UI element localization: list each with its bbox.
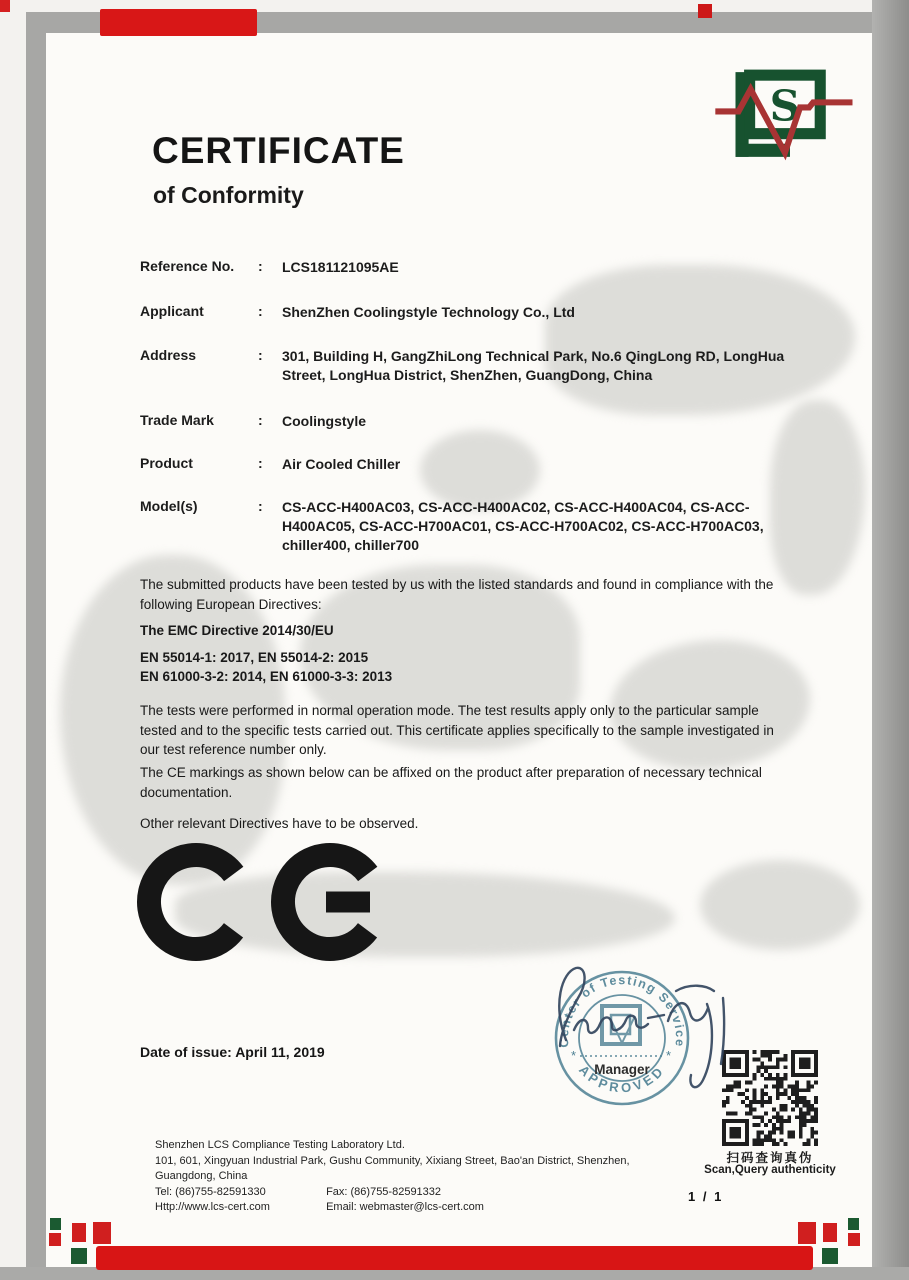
corner-square-green [71, 1248, 87, 1264]
corner-square-green [822, 1248, 838, 1264]
qr-caption-english: Scan,Query authenticity [704, 1164, 836, 1176]
corner-square-green [50, 1218, 61, 1230]
footer-address-line2: Guangdong, China [155, 1170, 248, 1182]
stamp-star-left: * [571, 1048, 577, 1063]
stamp-star-right: * [666, 1048, 672, 1063]
ce-mark-c [134, 840, 262, 964]
field-value-address: 301, Building H, GangZhiLong Technical Park, No.6 QingLong RD, LongHua Street, LongHua District, ShenZhen, GuangDong, China [282, 348, 785, 383]
field-row-reference-no [140, 258, 808, 277]
corner-square-red [823, 1223, 837, 1242]
date-of-issue-label: Date of issue: [140, 1044, 232, 1060]
frame-corner-red-notch [0, 0, 10, 12]
paragraph-tests: The tests were performed in normal operation mode. The test results apply only to the particular sample tested and to the specific tests carried out. This certificate applies specifically to the sample investigated in our test reference number only. [140, 703, 774, 757]
page-number: 1 / 1 [688, 1189, 724, 1204]
stamp-arc-top-text: Center of Testing Service [556, 973, 688, 1049]
frame-left-bar [26, 12, 46, 1268]
field-label: Reference No. [140, 258, 235, 274]
footer [155, 1138, 630, 1216]
field-value-models: CS-ACC-H400AC03, CS-ACC-H400AC02, CS-ACC-H400AC04, CS-ACC-H400AC05, CS-ACC-H700AC01, CS-ACC-H700AC02, CS-ACC-H700AC03, chiller400, chiller700 [282, 499, 764, 553]
corner-square-red [72, 1223, 86, 1242]
corner-square-red [798, 1222, 816, 1244]
field-label: Applicant [140, 303, 204, 319]
lcs-logo [713, 58, 875, 174]
corner-square-red [848, 1233, 860, 1246]
paragraph-other-directives: Other relevant Directives have to be observed. [140, 816, 419, 831]
field-row-applicant [140, 303, 808, 322]
stamp-arc-bottom-text: APPROVED [576, 1062, 668, 1096]
field-value-applicant: ShenZhen Coolingstyle Technology Co., Ltd [282, 304, 575, 320]
qr-caption-chinese: 扫码查询真伪 [726, 1151, 814, 1165]
date-of-issue [140, 1044, 325, 1060]
field-colon: : [258, 412, 263, 428]
lcs-logo-s-letter: S [769, 80, 801, 131]
field-colon: : [258, 303, 263, 319]
corner-square-green [848, 1218, 859, 1230]
paragraph-ce-markings: The CE markings as shown below can be affixed on the product after preparation of necessary technical documentation. [140, 765, 762, 800]
footer-address-line1: 101, 601, Xingyuan Industrial Park, Gushu Community, Xixiang Street, Bao'an District, Shenzhen, [155, 1154, 630, 1167]
frame-bottom-red-bar [96, 1246, 813, 1270]
certificate-subtitle: of Conformity [153, 182, 304, 208]
frame-top-red-segment [100, 9, 257, 36]
field-value-reference-no: LCS181121095AE [282, 259, 399, 275]
field-colon: : [258, 258, 263, 274]
footer-website[interactable]: Http://www.lcs-cert.com [155, 1201, 270, 1213]
field-value-product: Air Cooled Chiller [282, 456, 401, 472]
frame-top-red-square [698, 4, 712, 18]
footer-tel: Tel: (86)755-82591330 [155, 1185, 266, 1198]
date-of-issue-value: April 11, 2019 [235, 1044, 325, 1060]
corner-square-red [93, 1222, 111, 1244]
field-row-product [140, 455, 808, 474]
footer-fax: Fax: (86)755-82591332 [326, 1185, 442, 1198]
footer-company: Shenzhen LCS Compliance Testing Laboratory Ltd. [155, 1139, 405, 1151]
field-label: Product [140, 455, 193, 471]
field-colon: : [258, 455, 263, 471]
field-colon: : [258, 347, 263, 363]
manager-label: Manager [594, 1062, 650, 1077]
ce-mark-e-bar [326, 892, 370, 913]
field-row-models [140, 498, 808, 555]
map-blob [700, 860, 860, 950]
field-row-trade-mark [140, 412, 808, 431]
standards-line-1: EN 55014-1: 2017, EN 55014-2: 2015 [140, 650, 369, 665]
paragraph-intro: The submitted products have been tested by us with the listed standards and found in compliance with the following European Directives: [140, 577, 774, 612]
field-colon: : [258, 498, 263, 514]
standards-line-2: EN 61000-3-2: 2014, EN 61000-3-3: 2013 [140, 669, 393, 684]
field-row-address [140, 347, 808, 385]
field-label: Model(s) [140, 498, 198, 514]
certificate-title: CERTIFICATE [152, 130, 405, 171]
field-label: Address [140, 347, 197, 363]
ce-mark [134, 840, 392, 964]
footer-email[interactable]: Email: webmaster@lcs-cert.com [326, 1201, 484, 1213]
frame-right-bar [872, 0, 909, 1280]
field-label: Trade Mark [140, 412, 214, 428]
qr-code [722, 1050, 818, 1146]
field-value-trade-mark: Coolingstyle [282, 413, 367, 429]
corner-square-red [49, 1233, 61, 1246]
paragraph-directive: The EMC Directive 2014/30/EU [140, 623, 334, 638]
